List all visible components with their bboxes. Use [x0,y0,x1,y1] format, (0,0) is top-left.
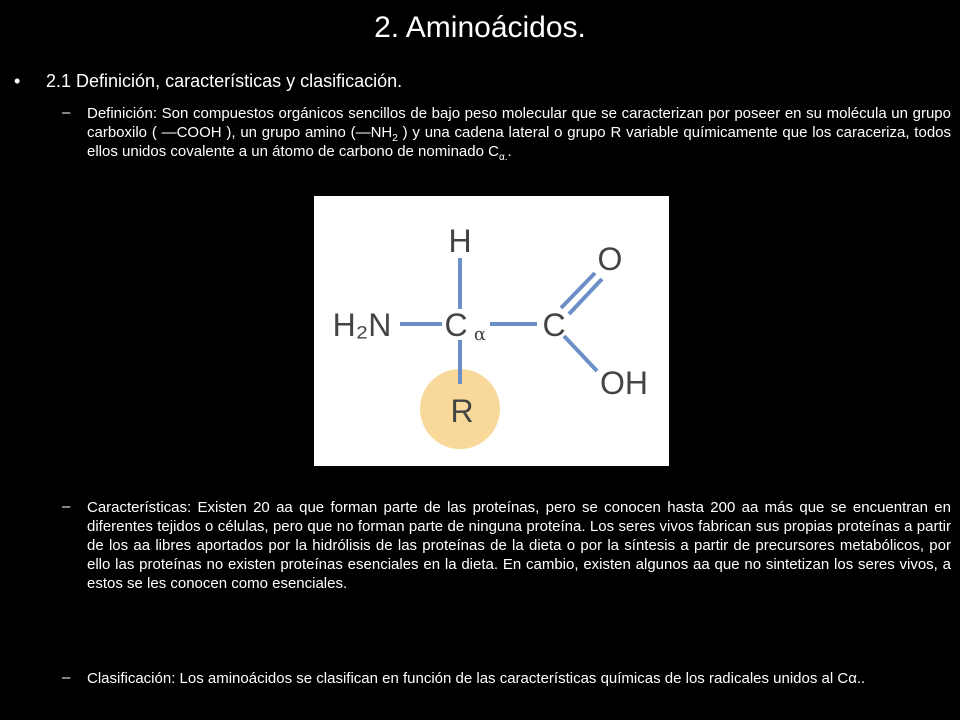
definition-dash: – [62,104,71,121]
section-heading-text: 2.1 Definición, características y clasificación. [46,71,403,91]
slide-title: 2. Aminoácidos. [374,11,586,44]
characteristics-paragraph: Características: Existen 20 aa que forman parte de las proteínas, pero se conocen hasta 200 aa más que se encuentran en diferentes tejidos o células, pero que no forman parte de ninguna proteína. Los seres vivos fabrican sus propias proteínas a partir de los aa libres aportados por la hidrólisis de las proteínas de la dieta o por la síntesis a partir de precursores metabólicos, por ello las proteínas no existen proteínas esenciales en la dieta. En cambio, existen algunos aa que no sintetizan los seres vivos, a estos se les conocen como esenciales. [87,499,951,592]
classification-paragraph: Clasificación: Los aminoácidos se clasifican en función de las características químicas de los radicales unidos al Cα.. [87,670,866,687]
definition-paragraph [87,104,951,161]
bullet-marker: • [14,71,21,91]
atom-calpha: C [444,307,468,343]
amino-acid-structure-diagram [314,196,669,466]
characteristics-dash: – [62,498,71,515]
atom-r: R [450,393,474,429]
section-heading [14,70,402,92]
atom-h2n: H₂N [332,307,392,343]
atom-h: H [448,223,472,259]
atom-c: C [542,307,566,343]
definition-sub-alpha: α. [498,152,508,163]
definition-sub: 2 [392,133,398,144]
amino-acid-structure-figure [314,196,669,466]
atom-o: O [597,241,623,277]
atom-calpha-sub: α [473,324,487,345]
definition-text-after: ) y una cadena lateral o grupo R variable químicamente que los caraceriza, todos ellos unidos covalente a un átomo de carbono de nominado C [87,124,951,160]
atom-oh: OH [600,365,648,401]
definition-text: Definición: Son compuestos orgánicos sencillos de bajo peso molecular que se caracterizan por poseer en su molécula un grupo carboxilo ( —COOH ), un grupo amino (—NH [87,105,951,141]
definition-end: . [507,143,512,160]
bond-oh [564,336,597,371]
classification-dash: – [62,669,71,686]
